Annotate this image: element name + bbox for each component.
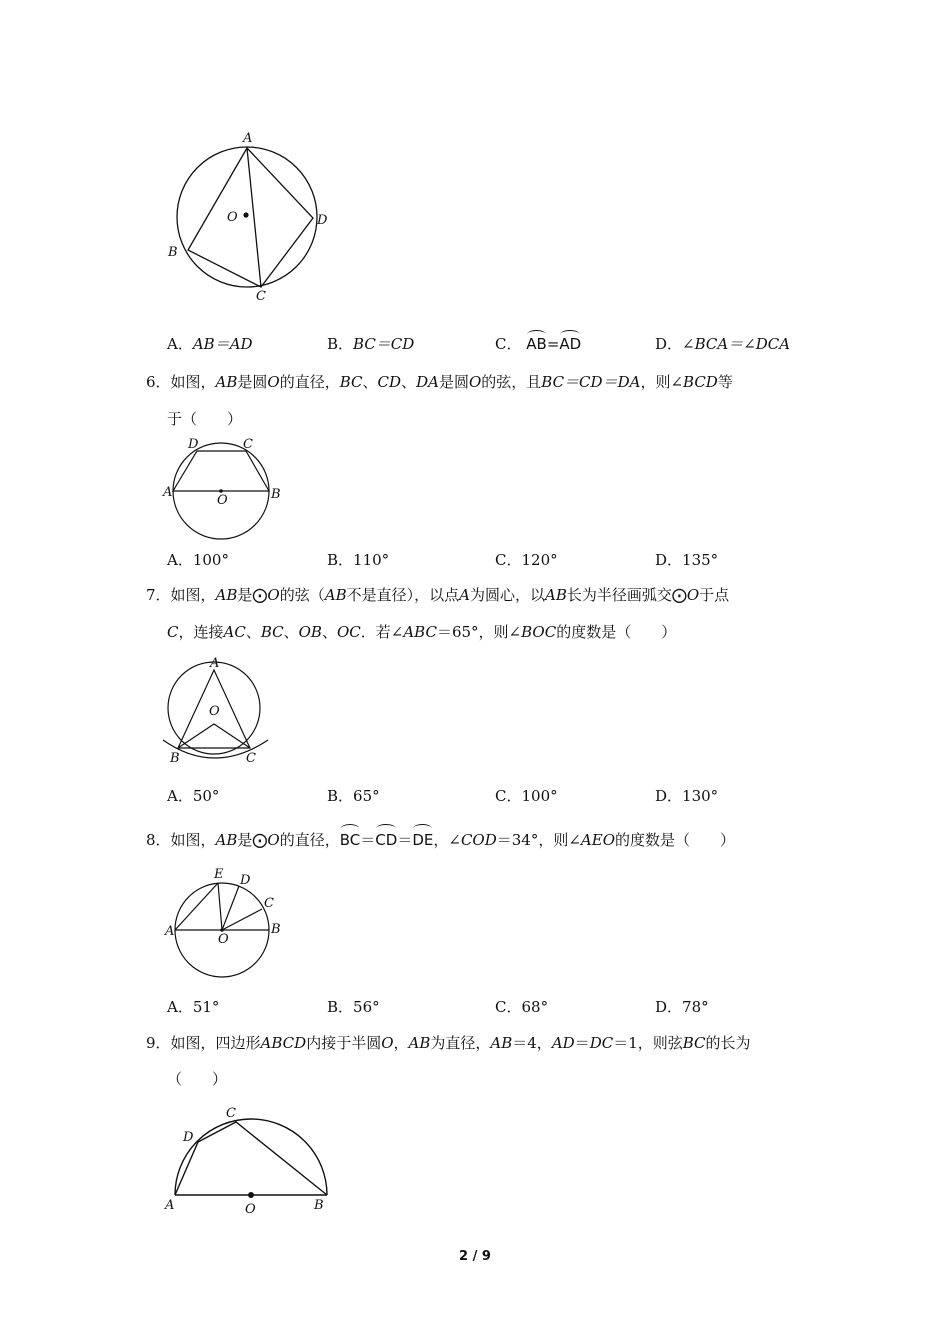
- q7-figure: [160, 654, 280, 769]
- equals-sign: =: [546, 335, 560, 353]
- q8-stem-line1: 8．如图，AB是⨀O的直径，BC＝CD＝DE，∠COD＝34°，则∠AEO的度数是（ ）: [146, 831, 736, 849]
- option-text: 51°: [192, 998, 220, 1016]
- option-letter: A．: [167, 335, 193, 353]
- option-letter: B．: [327, 787, 354, 805]
- q8-label-e: E: [214, 867, 224, 882]
- q7-label-b: B: [170, 751, 180, 766]
- option-text: 135°: [682, 551, 719, 569]
- option-letter: B．: [327, 335, 354, 353]
- q7-option-d[interactable]: [655, 785, 718, 806]
- q7-option-a[interactable]: [167, 785, 219, 806]
- q8-option-b[interactable]: [327, 996, 380, 1017]
- option-text: 50°: [192, 787, 220, 805]
- option-text: 68°: [521, 998, 549, 1016]
- option-text: 65°: [353, 787, 380, 805]
- option-text: 78°: [682, 998, 709, 1016]
- q8-figure: [160, 862, 290, 987]
- option-letter: C．: [495, 335, 522, 353]
- q5-diagonal-ac: [247, 148, 261, 287]
- option-letter: C．: [495, 551, 522, 569]
- q6-option-a[interactable]: [167, 549, 229, 570]
- q9-semicircle: [175, 1119, 327, 1195]
- q8-segment-oe: [218, 883, 222, 930]
- q9-label-c: C: [226, 1106, 236, 1121]
- q8-option-c[interactable]: [495, 996, 548, 1017]
- option-text: BC＝CD: [353, 335, 415, 353]
- q8-segment-od: [222, 886, 239, 930]
- q7-label-c: C: [246, 751, 256, 766]
- q5-option-b[interactable]: [327, 333, 414, 354]
- q5-label-b: B: [168, 245, 178, 260]
- option-letter: D．: [655, 787, 683, 805]
- q6-stem-line1: 6．如图，AB是圆O的直径，BC、CD、DA是圆O的弦，且BC＝CD＝DA，则∠BCD等: [146, 373, 733, 391]
- option-text: 130°: [682, 787, 719, 805]
- q9-label-d: D: [183, 1130, 194, 1145]
- option-text: 100°: [192, 551, 229, 569]
- option-text: 110°: [353, 551, 390, 569]
- q5-label-a: A: [243, 131, 253, 146]
- q7-radii-ob-oc: [178, 724, 250, 748]
- option-text: 56°: [353, 998, 380, 1016]
- q8-label-b: B: [271, 922, 281, 937]
- q5-label-o: O: [227, 210, 238, 225]
- option-letter: D．: [655, 551, 683, 569]
- q5-option-c[interactable]: [495, 333, 581, 354]
- option-letter: A．: [167, 787, 193, 805]
- q9-center-point: [248, 1192, 254, 1198]
- option-letter: D．: [655, 998, 683, 1016]
- q6-label-c: C: [243, 437, 253, 452]
- q7-label-o: O: [209, 704, 220, 719]
- q8-label-a: A: [165, 924, 175, 939]
- q8-option-a[interactable]: [167, 996, 219, 1017]
- option-letter: B．: [327, 998, 354, 1016]
- option-letter: C．: [495, 787, 522, 805]
- option-letter: A．: [167, 551, 193, 569]
- q7-stem-line1: 7．如图，AB是⨀O的弦（AB不是直径），以点A为圆心，以AB长为半径画弧交⨀O于点: [146, 586, 730, 604]
- q5-option-d[interactable]: [655, 333, 790, 354]
- option-text: 120°: [521, 551, 558, 569]
- option-letter: D．: [655, 335, 683, 353]
- q5-label-d: D: [317, 213, 328, 228]
- q6-option-c[interactable]: [495, 549, 558, 570]
- option-text: ∠BCA＝∠DCA: [682, 335, 791, 353]
- q5-label-c: C: [256, 289, 266, 304]
- q6-figure: [160, 435, 290, 545]
- q6-stem-line2: 于（ ）: [167, 410, 243, 428]
- q7-option-b[interactable]: [327, 785, 380, 806]
- q5-figure: [160, 125, 340, 305]
- arc-ad: AD: [559, 335, 582, 353]
- q6-label-b: B: [271, 487, 281, 502]
- q8-label-d: D: [240, 873, 251, 888]
- q9-stem-line2: （ ）: [167, 1070, 228, 1088]
- q7-stem-line2: C，连接AC、BC、OB、OC．若∠ABC＝65°，则∠BOC的度数是（ ）: [167, 623, 677, 641]
- q8-label-o: O: [218, 932, 229, 947]
- q6-label-a: A: [163, 485, 173, 500]
- q6-option-b[interactable]: [327, 549, 389, 570]
- option-text: 100°: [521, 787, 558, 805]
- page-number: 2 / 9: [459, 1249, 491, 1264]
- arc-ab: AB: [526, 335, 547, 353]
- arc-cd: CD: [375, 831, 398, 849]
- q6-option-d[interactable]: [655, 549, 718, 570]
- q6-label-o: O: [217, 493, 228, 508]
- q8-option-d[interactable]: [655, 996, 709, 1017]
- q7-option-c[interactable]: [495, 785, 558, 806]
- q5-center-point: [243, 212, 248, 217]
- option-letter: B．: [327, 551, 354, 569]
- arc-bc: BC: [339, 831, 361, 849]
- option-letter: A．: [167, 998, 193, 1016]
- q9-figure: [160, 1100, 340, 1220]
- q5-option-a[interactable]: [167, 333, 253, 354]
- q8-segment-oc: [222, 909, 262, 930]
- q9-stem-line1: 9．如图，四边形ABCD内接于半圆O，AB为直径，AB＝4，AD＝DC＝1，则弦BC的长为: [146, 1034, 751, 1052]
- q9-label-o: O: [245, 1202, 256, 1217]
- q8-label-c: C: [264, 896, 274, 911]
- q9-label-a: A: [165, 1198, 175, 1213]
- q9-quadrilateral: [175, 1122, 327, 1195]
- q9-label-b: B: [314, 1198, 324, 1213]
- option-letter: C．: [495, 998, 522, 1016]
- q6-label-d: D: [188, 437, 199, 452]
- q7-label-a: A: [210, 656, 220, 671]
- arc-de: DE: [412, 831, 434, 849]
- option-text: AB＝AD: [192, 335, 253, 353]
- q5-quadrilateral: [188, 148, 313, 287]
